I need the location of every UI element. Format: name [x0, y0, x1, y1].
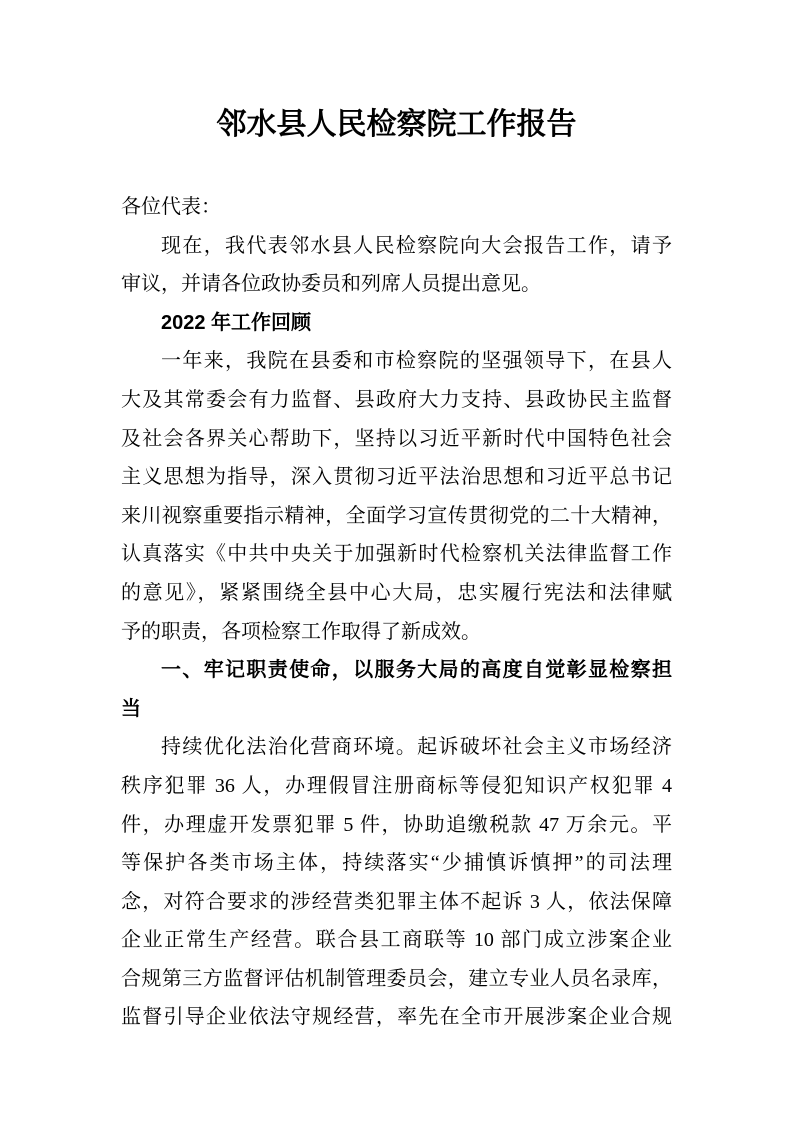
text-line: 认真落实《中共中央关于加强新时代检察机关法律监督工作: [121, 543, 672, 566]
text-line: 秩序犯罪 36 人，办理假冒注册商标等侵犯知识产权犯罪 4: [121, 774, 672, 797]
text-line: 来川视察重要指示精神，全面学习宣传贯彻党的二十大精神，: [121, 504, 672, 527]
text-line: 予的职责，各项检察工作取得了新成效。: [121, 620, 481, 643]
text-line: 等保护各类市场主体，持续落实“少捕慎诉慎押”的司法理: [121, 852, 672, 875]
text-line: 现在，我代表邻水县人民检察院向大会报告工作，请予: [161, 234, 672, 257]
text-line: 念，对符合要求的涉经营类犯罪主体不起诉 3 人，依法保障: [121, 890, 672, 913]
text-line: 主义思想为指导，深入贯彻习近平法治思想和习近平总书记: [121, 466, 672, 489]
text-line: 的意见》，紧紧围绕全县中心大局，忠实履行宪法和法律赋: [121, 581, 672, 604]
document-title: 邻水县人民检察院工作报告: [216, 108, 577, 141]
text-line: 合规第三方监督评估机制管理委员会，建立专业人员名录库，: [121, 967, 672, 990]
paragraph-block: [121, 728, 672, 1037]
text-line: 一、牢记职责使命，以服务大局的高度自觉彰显检察担: [161, 659, 672, 682]
text-line: 企业正常生产经营。联合县工商联等 10 部门成立涉案企业: [121, 929, 672, 952]
document-body: [121, 188, 672, 1037]
heading-block: [121, 651, 672, 728]
text-line: 件，办理虚开发票犯罪 5 件，协助追缴税款 47 万余元。平: [121, 813, 672, 836]
text-line: 一年来，我院在县委和市检察院的坚强领导下，在县人: [161, 350, 672, 373]
text-line: 监督引导企业依法守规经营，率先在全市开展涉案企业合规: [121, 1006, 672, 1029]
text-line: 当: [121, 697, 141, 720]
salutation-block: [121, 188, 672, 227]
text-line: 2022 年工作回顾: [161, 311, 312, 334]
paragraph-block: [121, 227, 672, 304]
text-line: 审议，并请各位政协委员和列席人员提出意见。: [121, 273, 541, 296]
paragraph-block: [121, 342, 672, 651]
text-line: 大及其常委会有力监督、县政府大力支持、县政协民主监督: [121, 388, 672, 411]
heading-block: [121, 304, 672, 343]
text-line: 持续优化法治化营商环境。起诉破坏社会主义市场经济: [161, 736, 672, 759]
text-line: 各位代表：: [121, 196, 221, 218]
text-line: 及社会各界关心帮助下，坚持以习近平新时代中国特色社会: [121, 427, 672, 450]
